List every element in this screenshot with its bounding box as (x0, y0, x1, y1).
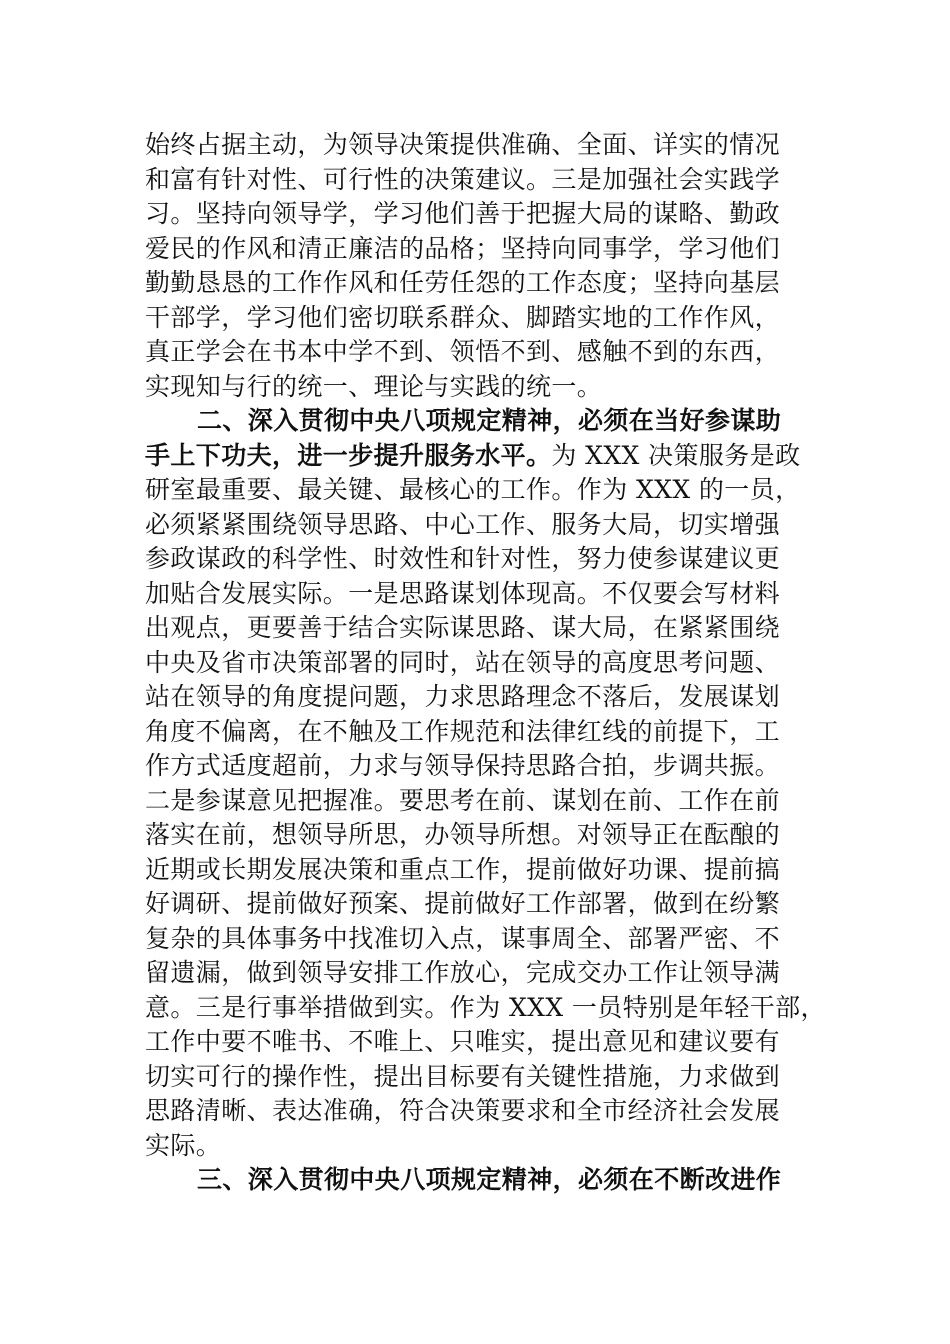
text-line: 中央及省市决策部署的同时，站在领导的高度思考问题、 (145, 647, 781, 677)
text-line: 必须紧紧围绕领导思路、中心工作、服务大局，切实增强 (145, 509, 781, 539)
text-line: 加贴合发展实际。一是思路谋划体现高。不仅要会写材料 (145, 578, 781, 608)
text-line: 切实可行的操作性，提出目标要有关键性措施，力求做到 (145, 1061, 781, 1091)
text-line: 思路清晰、表达准确，符合决策要求和全市经济社会发展 (145, 1096, 781, 1125)
text-line: 角度不偏离，在不触及工作规范和法律红线的前提下，工 (145, 716, 781, 746)
text-line: 二是参谋意见把握准。要思考在前、谋划在前、工作在前 (145, 785, 781, 815)
section-heading-2-continued: 手上下功夫，进一步提升服务水平。 (145, 440, 552, 470)
text-line: 参政谋政的科学性、时效性和针对性，努力使参谋建议更 (145, 544, 781, 573)
text-line: 近期或长期发展决策和重点工作，提前做好功课、提前搞 (145, 854, 781, 884)
text-line: 作方式适度超前，力求与领导保持思路合拍，步调共振。 (145, 751, 781, 780)
text-line: 习。坚持向领导学，学习他们善于把握大局的谋略、勤政 (145, 199, 781, 228)
text-line: 爱民的作风和清正廉洁的品格；坚持向同事学，学习他们 (145, 233, 781, 263)
text-line: 落实在前，想领导所思，办领导所想。对领导正在酝酿的 (145, 820, 781, 849)
text-line: 始终占据主动，为领导决策提供准确、全面、详实的情况 (145, 130, 781, 159)
text-line: 研室最重要、最关键、最核心的工作。作为 XXX 的一员， (145, 475, 801, 504)
text-line: 意。三是行事举措做到实。作为 XXX 一员特别是年轻干部， (145, 992, 826, 1022)
section-heading-2: 二、深入贯彻中央八项规定精神，必须在当好参谋助 (197, 406, 782, 435)
text-line: 实际。 (145, 1130, 222, 1160)
text-line: 勤勤恳恳的工作作风和任劳任怨的工作态度；坚持向基层 (145, 268, 781, 297)
text-line: 好调研、提前做好预案、提前做好工作部署，做到在纷繁 (145, 889, 781, 918)
text-line: 留遗漏，做到领导安排工作放心，完成交办工作让领导满 (145, 958, 781, 987)
text-line: 干部学，学习他们密切联系群众、脚踏实地的工作作风， (145, 302, 781, 332)
text-line: 工作中要不唯书、不唯上、只唯实，提出意见和建议要有 (145, 1027, 781, 1056)
text-line: 真正学会在书本中学不到、领悟不到、感触不到的东西， (145, 337, 781, 366)
text-line: 站在领导的角度提问题，力求思路理念不落后，发展谋划 (145, 682, 781, 711)
text-line: 实现知与行的统一、理论与实践的统一。 (145, 371, 603, 401)
section-heading-3: 三、深入贯彻中央八项规定精神，必须在不断改进作 (197, 1165, 782, 1194)
text-line: 和富有针对性、可行性的决策建议。三是加强社会实践学 (145, 164, 781, 194)
text-line (145, 439, 805, 474)
text-line: 复杂的具体事务中找准切入点，谋事周全、部署严密、不 (145, 923, 781, 953)
text-line: 出观点，更要善于结合实际谋思路、谋大局，在紧紧围绕 (145, 613, 781, 642)
document-body (145, 128, 826, 1198)
text-span: 为 XXX 决策服务是政 (551, 440, 801, 470)
